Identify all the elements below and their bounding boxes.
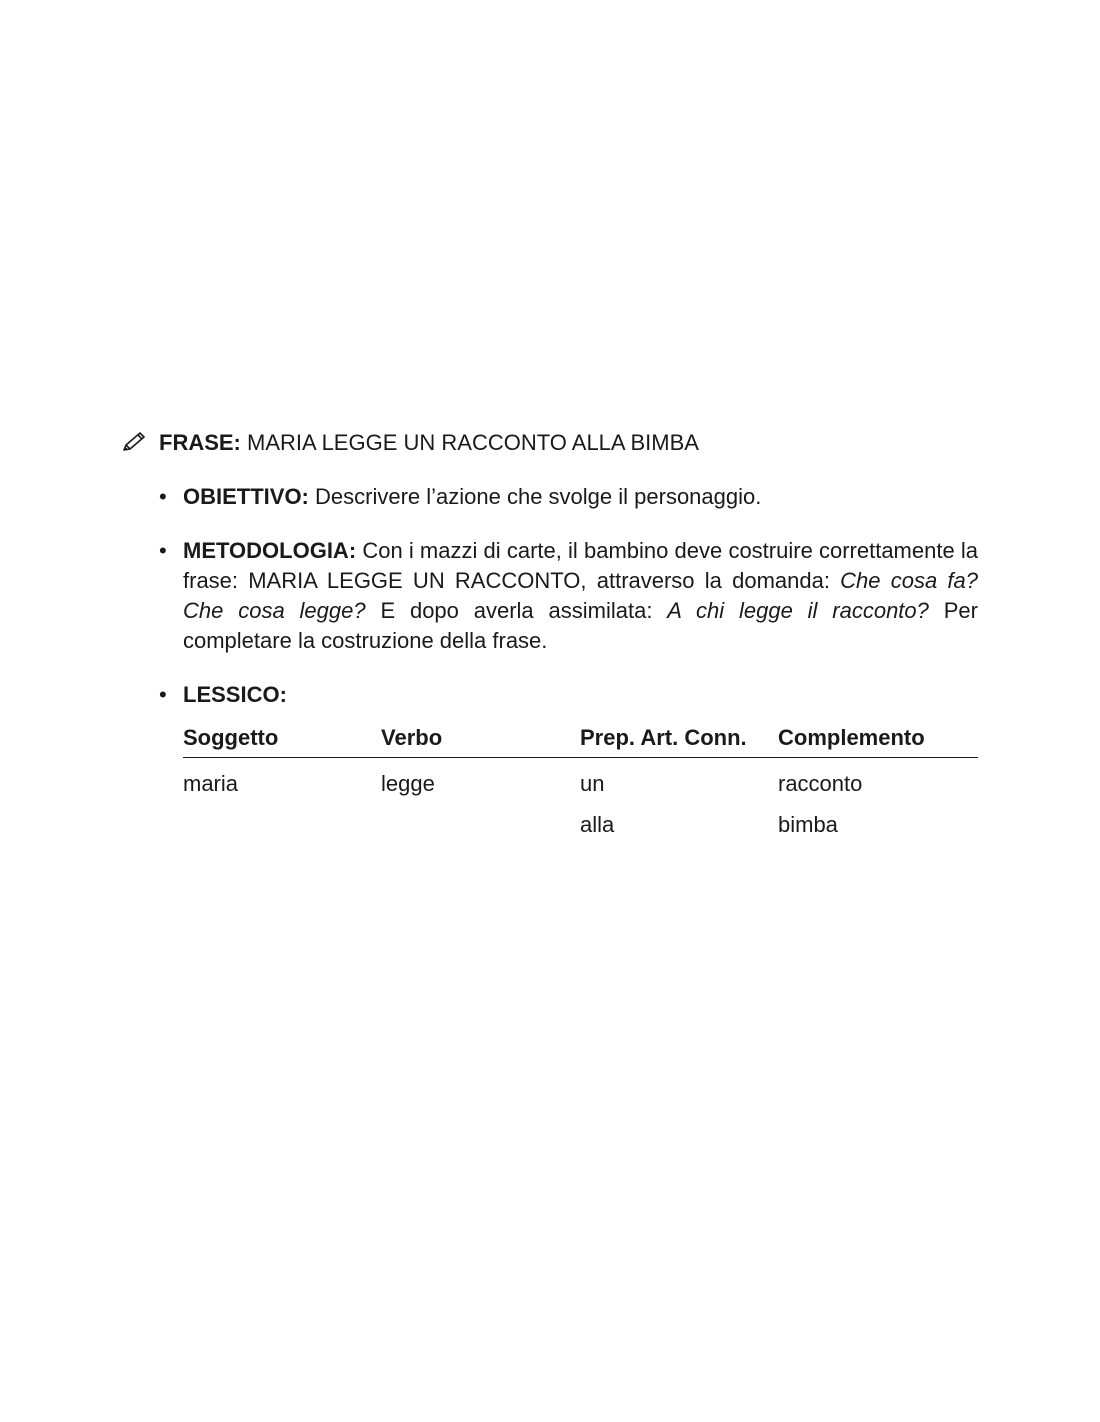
bullet-dot: • xyxy=(159,538,167,563)
header-prep-art-conn: Prep. Art. Conn. xyxy=(580,725,747,750)
bullet-obiettivo xyxy=(159,482,978,512)
table-cell: un xyxy=(580,771,605,796)
table-cell: legge xyxy=(381,771,435,796)
header-verbo: Verbo xyxy=(381,725,443,750)
metodologia-label: METODOLOGIA: xyxy=(183,538,357,563)
metodologia-text-2: E dopo averla assimilata: xyxy=(365,598,668,623)
table-row xyxy=(183,799,978,840)
obiettivo-text: Descrivere l’azione che svolge il personaggio. xyxy=(308,484,762,509)
table-cell: maria xyxy=(183,771,239,796)
table-row xyxy=(183,758,978,799)
metodologia-question-1: Che cosa fa? Che cosa legge? xyxy=(183,568,979,623)
table-cell: bimba xyxy=(778,812,838,837)
metodologia-question-2: A chi legge il racconto? xyxy=(667,598,929,623)
metodologia-text-1: Con i mazzi di carte, il bambino deve costruire correttamente la frase: MARIA LEGGE UN RACCONTO, attraverso la domanda: xyxy=(183,538,978,593)
obiettivo-label: OBIETTIVO: xyxy=(183,484,309,509)
header-complemento: Complemento xyxy=(778,725,925,750)
pencil-icon xyxy=(121,431,147,453)
table-cell: racconto xyxy=(778,771,863,796)
frase-text: MARIA LEGGE UN RACCONTO ALLA BIMBA xyxy=(240,430,699,455)
frase-label: FRASE: xyxy=(159,430,241,455)
metodologia-text-3: Per completare la costruzione della frase. xyxy=(183,598,978,653)
bullet-metodologia xyxy=(159,536,979,656)
bullet-list xyxy=(159,482,979,864)
table-header xyxy=(183,720,978,758)
lessico-label: LESSICO: xyxy=(183,682,287,707)
bullet-dot: • xyxy=(159,484,167,509)
lessico-table xyxy=(183,720,978,840)
bullet-dot: • xyxy=(159,682,167,707)
table-cell: alla xyxy=(580,812,615,837)
bullet-lessico xyxy=(159,680,978,840)
frase-line xyxy=(121,428,699,458)
header-soggetto: Soggetto xyxy=(183,725,279,750)
